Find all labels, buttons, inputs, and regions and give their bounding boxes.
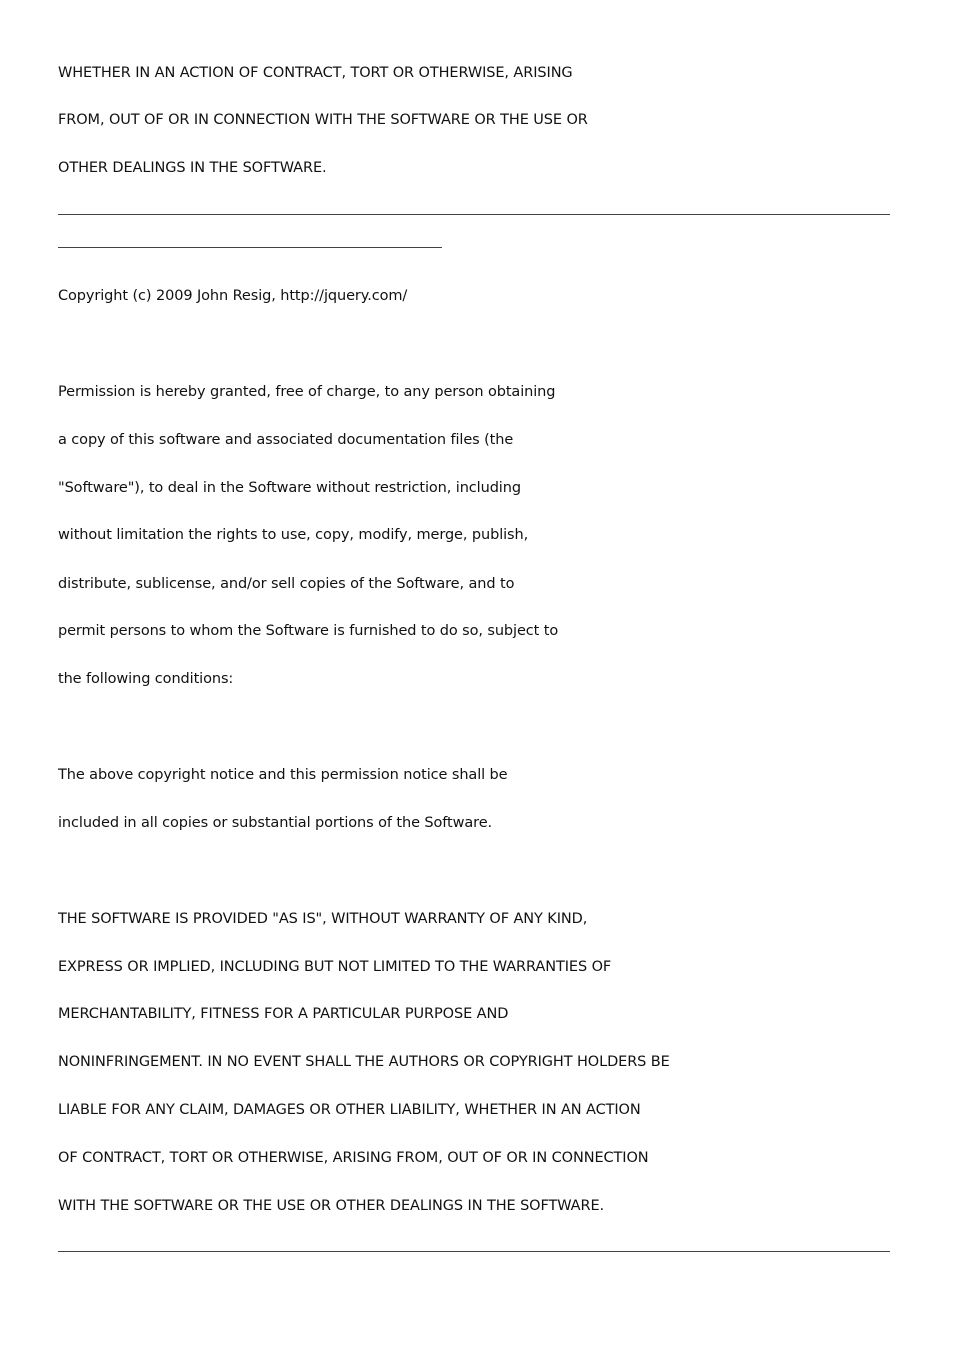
warranty-line-5: LIABLE FOR ANY CLAIM, DAMAGES OR OTHER LIABILITY, WHETHER IN AN ACTION bbox=[58, 1102, 641, 1118]
warranty-line-1: THE SOFTWARE IS PROVIDED "AS IS", WITHOUT WARRANTY OF ANY KIND, bbox=[58, 911, 588, 927]
permission-line-1: Permission is hereby granted, free of charge, to any person obtaining bbox=[58, 384, 556, 400]
copyright-line: Copyright (c) 2009 John Resig, http://jquery.com/ bbox=[58, 288, 408, 304]
warranty-line-4: NONINFRINGEMENT. IN NO EVENT SHALL THE AUTHORS OR COPYRIGHT HOLDERS BE bbox=[58, 1054, 670, 1070]
separator-bottom bbox=[58, 1251, 890, 1252]
warranty-line-6: OF CONTRACT, TORT OR OTHERWISE, ARISING FROM, OUT OF OR IN CONNECTION bbox=[58, 1150, 649, 1166]
text-line-top-1: WHETHER IN AN ACTION OF CONTRACT, TORT OR OTHERWISE, ARISING bbox=[58, 65, 573, 81]
permission-line-2: a copy of this software and associated documentation files (the bbox=[58, 432, 514, 448]
permission-line-7: the following conditions: bbox=[58, 671, 234, 687]
permission-line-4: without limitation the rights to use, copy, modify, merge, publish, bbox=[58, 527, 529, 543]
warranty-line-2: EXPRESS OR IMPLIED, INCLUDING BUT NOT LIMITED TO THE WARRANTIES OF bbox=[58, 959, 612, 975]
permission-line-5: distribute, sublicense, and/or sell copies of the Software, and to bbox=[58, 576, 515, 592]
separator-full bbox=[58, 214, 890, 215]
warranty-line-3: MERCHANTABILITY, FITNESS FOR A PARTICULAR PURPOSE AND bbox=[58, 1006, 509, 1022]
notice-line-2: included in all copies or substantial portions of the Software. bbox=[58, 815, 493, 831]
notice-line-1: The above copyright notice and this permission notice shall be bbox=[58, 767, 508, 783]
text-line-top-3: OTHER DEALINGS IN THE SOFTWARE. bbox=[58, 160, 327, 176]
warranty-line-7: WITH THE SOFTWARE OR THE USE OR OTHER DEALINGS IN THE SOFTWARE. bbox=[58, 1198, 605, 1214]
separator-short bbox=[58, 247, 442, 248]
text-line-top-2: FROM, OUT OF OR IN CONNECTION WITH THE SOFTWARE OR THE USE OR bbox=[58, 112, 588, 128]
permission-line-3: "Software"), to deal in the Software without restriction, including bbox=[58, 480, 521, 496]
permission-line-6: permit persons to whom the Software is furnished to do so, subject to bbox=[58, 623, 559, 639]
